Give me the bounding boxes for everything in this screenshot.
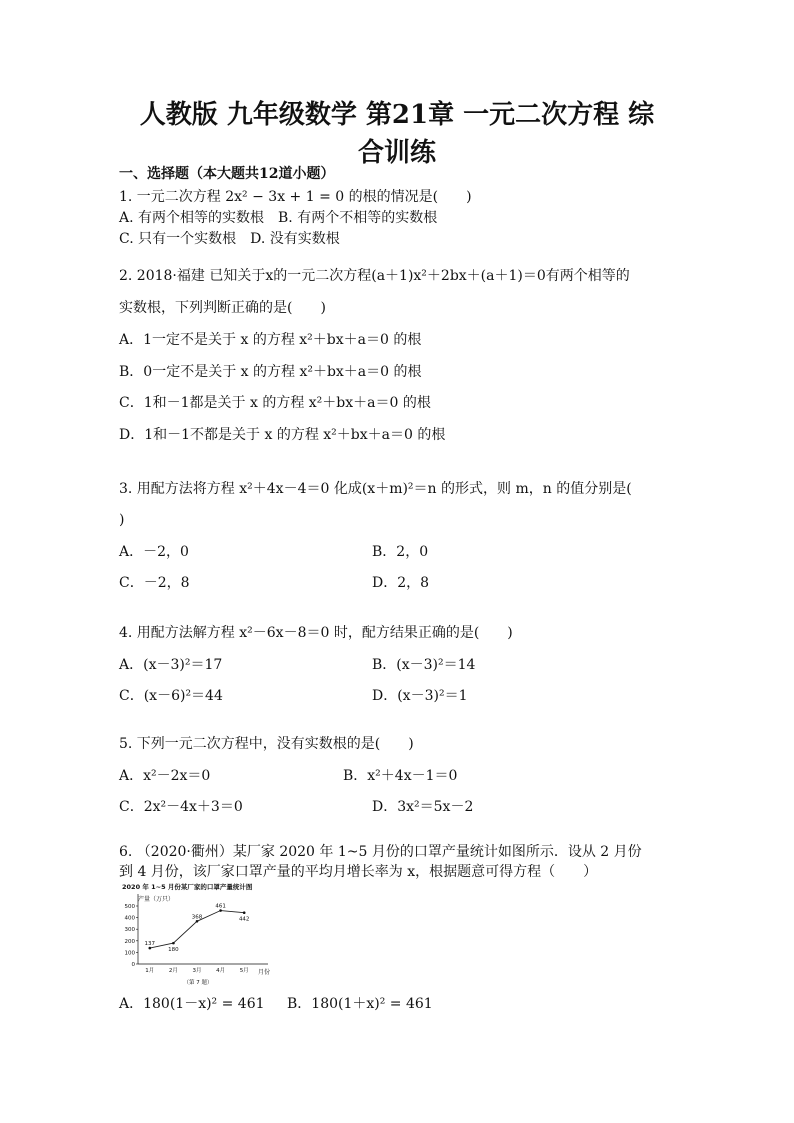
chart-data-point bbox=[196, 920, 199, 923]
q3-stem-line-2: ) bbox=[119, 512, 125, 528]
q4-option-b: B．(x－3)²＝14 bbox=[372, 657, 476, 673]
q2-option-a: A．1一定不是关于 x 的方程 x²＋bx＋a＝0 的根 bbox=[119, 332, 422, 348]
q6-option-b: B．180(1＋x)² = 461 bbox=[287, 996, 433, 1012]
chart-data-label: 137 bbox=[144, 941, 156, 948]
q3-option-d: D．2，8 bbox=[372, 575, 430, 591]
chart-y-tick-label: 300 bbox=[124, 927, 135, 934]
chart-data-point bbox=[243, 911, 246, 914]
q4-option-c: C．(x－6)²＝44 bbox=[119, 688, 223, 704]
doc-title-line-1: 人教版 九年级数学 第21章 一元二次方程 综 bbox=[139, 100, 655, 130]
chart-data-label: 461 bbox=[215, 903, 226, 910]
chart-caption: （第 7 题） bbox=[183, 980, 213, 986]
q6-option-a: A．180(1－x)² = 461 bbox=[119, 996, 265, 1012]
q2-stem-line-2: 实数根，下列判断正确的是( ) bbox=[119, 300, 326, 316]
q5-option-c: C．2x²－4x＋3＝0 bbox=[119, 799, 243, 815]
chart-plot-area bbox=[125, 894, 269, 974]
q5-stem: 5. 下列一元二次方程中，没有实数根的是( ) bbox=[119, 736, 414, 752]
chart-x-tick-label: 1月 bbox=[145, 968, 155, 974]
q6-stem-line-1: 6. （2020·衢州）某厂家 2020 年 1~5 月份的口罩产量统计如图所示．设从 2 月份 bbox=[119, 844, 642, 860]
chart-x-axis-label: 月份 bbox=[258, 969, 271, 976]
q5-option-d: D．3x²＝5x－2 bbox=[372, 799, 474, 815]
chart-y-tick-label: 100 bbox=[124, 950, 135, 957]
chart-x-tick-label: 4月 bbox=[216, 968, 226, 974]
chart-y-axis-label: 产量（万只） bbox=[138, 896, 175, 903]
doc-title-line-2: 合训练 bbox=[357, 138, 436, 168]
q3-stem-line-1: 3. 用配方法将方程 x²＋4x－4＝0 化成(x＋m)²＝n 的形式，则 m，n 的值分别是( bbox=[119, 481, 632, 497]
q4-option-d: D．(x－3)²＝1 bbox=[372, 688, 468, 704]
chart-title: 2020 年 1~5 月份某厂家的口罩产量统计图 bbox=[122, 883, 253, 891]
q1-options-cd: C. 只有一个实数根 D. 没有实数根 bbox=[119, 231, 340, 247]
q3-option-c: C．－2，8 bbox=[119, 575, 190, 591]
chart-data-point bbox=[219, 909, 222, 912]
q3-option-a: A．－2，0 bbox=[119, 544, 189, 560]
chart-y-tick-label: 0 bbox=[131, 962, 135, 968]
q1-options-ab: A. 有两个相等的实数根 B. 有两个不相等的实数根 bbox=[119, 210, 438, 226]
chart-data-point bbox=[172, 942, 175, 945]
chart-y-tick-label: 500 bbox=[124, 904, 135, 910]
q2-option-b: B．0一定不是关于 x 的方程 x²＋bx＋a＝0 的根 bbox=[119, 364, 422, 380]
mask-production-chart bbox=[118, 880, 293, 995]
chart-data-label: 368 bbox=[191, 914, 203, 921]
chart-x-tick-label: 3月 bbox=[192, 968, 202, 974]
q4-stem: 4. 用配方法解方程 x²－6x－8＝0 时，配方结果正确的是( ) bbox=[119, 625, 513, 641]
q2-option-d: D．1和－1不都是关于 x 的方程 x²＋bx＋a＝0 的根 bbox=[119, 427, 446, 443]
q1-stem: 1. 一元二次方程 2x² − 3x + 1 = 0 的根的情况是( ) bbox=[119, 189, 472, 205]
q2-stem-line-1: 2. 2018·福建 已知关于x的一元二次方程(a＋1)x²＋2bx＋(a＋1)＝0有两个相等的 bbox=[119, 268, 630, 284]
chart-data-label: 180 bbox=[168, 947, 179, 954]
q4-option-a: A．(x－3)²＝17 bbox=[119, 657, 223, 673]
q5-option-b: B．x²＋4x－1＝0 bbox=[343, 768, 458, 784]
chart-y-tick-label: 400 bbox=[124, 915, 135, 922]
q5-option-a: A．x²－2x＝0 bbox=[119, 768, 211, 784]
q2-option-c: C．1和－1都是关于 x 的方程 x²＋bx＋a＝0 的根 bbox=[119, 395, 431, 411]
chart-x-tick-label: 5月 bbox=[239, 968, 249, 974]
chart-data-point bbox=[149, 947, 152, 950]
chart-data-label: 442 bbox=[238, 916, 250, 923]
q6-stem-line-2: 到 4 月份，该厂家口罩产量的平均月增长率为 x，根据题意可得方程（ ） bbox=[119, 864, 598, 880]
section-heading: 一、选择题（本大题共12道小题） bbox=[119, 166, 335, 182]
q3-option-b: B．2，0 bbox=[372, 544, 429, 560]
chart-x-tick-label: 2月 bbox=[168, 968, 178, 974]
chart-y-tick-label: 200 bbox=[124, 938, 135, 945]
